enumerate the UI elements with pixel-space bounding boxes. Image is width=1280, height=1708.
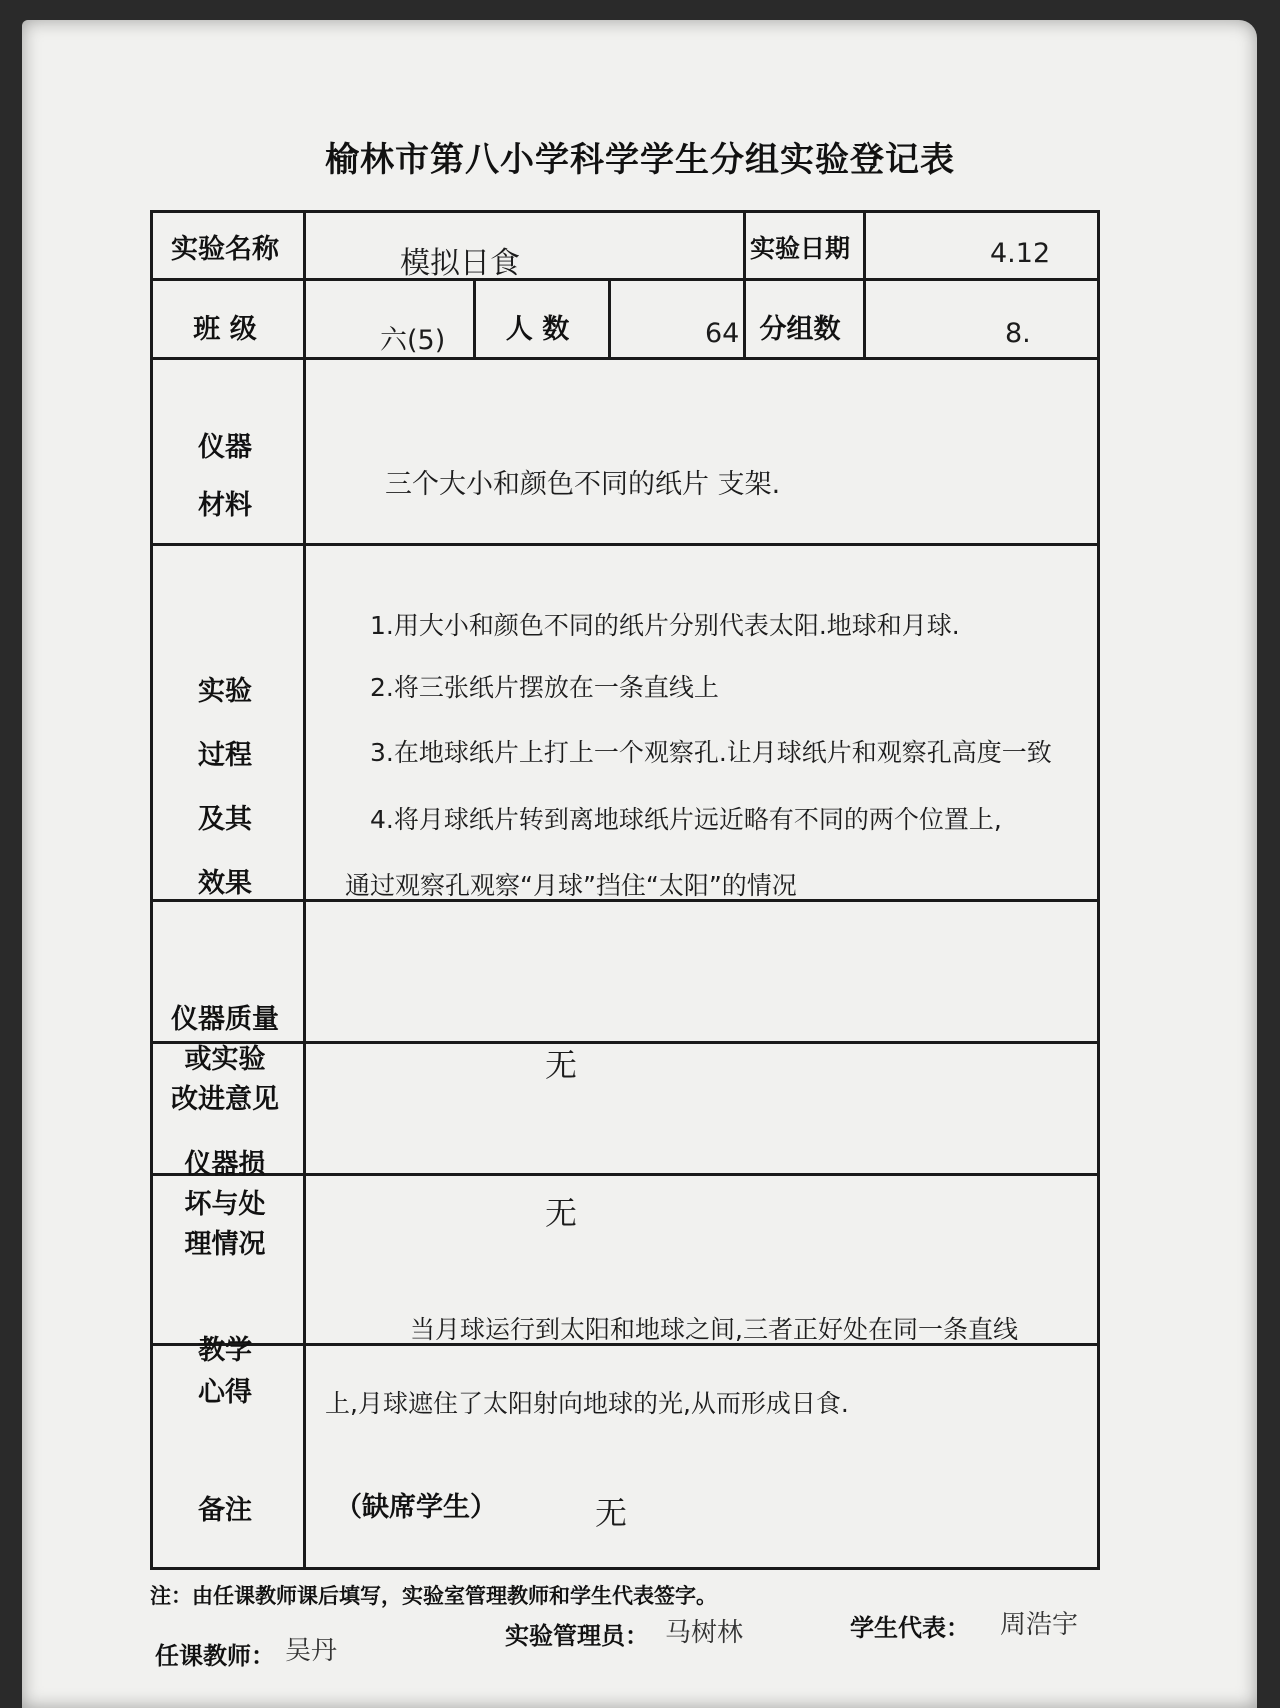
damage-label — [150, 1145, 300, 1265]
process-label-line: 实验 — [198, 676, 252, 707]
absent-label: （缺席学生） — [335, 1492, 497, 1523]
damage-label-line: 坏与处 — [184, 1189, 266, 1220]
quality-value: 无 — [545, 1046, 578, 1084]
row-divider — [153, 543, 1097, 546]
insight-label-line: 教学 — [198, 1335, 252, 1366]
absent-value: 无 — [595, 1494, 628, 1532]
class-label: 班 级 — [193, 314, 257, 345]
class-value: 六(5) — [380, 325, 446, 356]
insight-label-line: 心得 — [198, 1377, 252, 1408]
student-label: 学生代表： — [850, 1613, 970, 1642]
footer-note: 注：由任课教师课后填写，实验室管理教师和学生代表签字。 — [150, 1583, 717, 1608]
materials-label-line: 仪器 — [198, 432, 252, 463]
process-label-line: 效果 — [198, 868, 252, 899]
teacher-label: 任课教师： — [155, 1641, 275, 1670]
materials-label-line: 材料 — [198, 490, 252, 522]
head-count-value: 64 — [705, 318, 740, 349]
remarks-label: 备注 — [198, 1495, 252, 1526]
process-step-1: 1.用大小和颜色不同的纸片分别代表太阳.地球和月球. — [370, 611, 960, 640]
process-step-3: 3.在地球纸片上打上一个观察孔.让月球纸片和观察孔高度一致 — [370, 738, 1052, 767]
insight-label — [150, 1330, 300, 1414]
head-count-label: 人 数 — [505, 314, 570, 345]
process-label-line: 及其 — [198, 804, 252, 835]
damage-label-line: 理情况 — [184, 1229, 266, 1260]
process-label — [150, 660, 300, 916]
damage-value: 无 — [545, 1194, 578, 1232]
process-step-4: 4.将月球纸片转到离地球纸片远近略有不同的两个位置上, — [370, 805, 1002, 834]
insight-line-2: 上,月球遮住了太阳射向地球的光,从而形成日食. — [325, 1389, 849, 1418]
row-divider — [153, 357, 1097, 360]
student-signature: 周浩宇 — [1000, 1610, 1079, 1640]
materials-value: 三个大小和颜色不同的纸片 支架. — [385, 469, 781, 500]
damage-label-line: 仪器损 — [184, 1149, 266, 1180]
admin-label: 实验管理员： — [505, 1621, 649, 1650]
teacher-signature: 吴丹 — [285, 1636, 338, 1666]
form-title: 榆林市第八小学科学学生分组实验登记表 — [325, 140, 955, 180]
materials-label — [150, 430, 300, 525]
process-step-2: 2.将三张纸片摆放在一条直线上 — [370, 673, 719, 702]
admin-signature: 马树林 — [665, 1618, 744, 1648]
quality-label-line: 改进意见 — [171, 1084, 279, 1115]
process-label-line: 过程 — [198, 740, 252, 771]
experiment-name-label: 实验名称 — [171, 234, 279, 265]
insight-line-1: 当月球运行到太阳和地球之间,三者正好处在同一条直线 — [410, 1315, 1018, 1344]
quality-label-line: 或实验 — [184, 1044, 266, 1075]
quality-label-line: 仪器质量 — [171, 1004, 279, 1035]
experiment-name-value: 模拟日食 — [400, 246, 520, 281]
row-divider — [153, 278, 1097, 281]
col-divider — [303, 213, 306, 1567]
col-divider — [608, 278, 611, 357]
group-count-value: 8. — [1005, 318, 1031, 349]
quality-label — [150, 1000, 300, 1120]
col-divider — [863, 213, 866, 357]
experiment-date-label: 实验日期 — [749, 234, 850, 263]
group-count-label: 分组数 — [759, 314, 841, 345]
experiment-date-value: 4.12 — [990, 238, 1051, 269]
process-step-4-cont: 通过观察孔观察“月球”挡住“太阳”的情况 — [345, 871, 797, 900]
